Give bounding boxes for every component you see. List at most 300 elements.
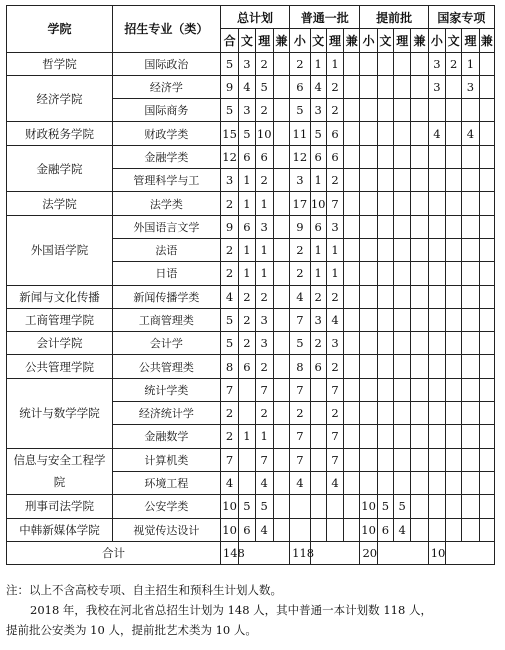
value-cell: 5 [290, 99, 310, 122]
note-line-1: 注：以上不含高校专项、自主招生和预科生计划人数。 [6, 583, 282, 597]
value-cell [377, 262, 393, 285]
table-row [7, 495, 495, 518]
value-cell [446, 355, 462, 378]
value-cell: 6 [290, 75, 310, 98]
value-cell [239, 471, 255, 494]
table-row [7, 355, 495, 378]
value-cell [446, 215, 462, 238]
value-cell [479, 308, 494, 331]
value-cell [273, 262, 289, 285]
header-sub-cell: 小 [360, 29, 377, 52]
value-cell [446, 402, 462, 425]
value-cell [344, 332, 360, 355]
value-cell [411, 425, 428, 448]
value-cell [239, 448, 255, 471]
value-cell [360, 145, 377, 168]
header-sub-cell: 合 [220, 29, 238, 52]
value-cell: 3 [220, 169, 238, 192]
value-cell: 6 [377, 518, 393, 541]
value-cell [290, 518, 310, 541]
value-cell: 4 [255, 471, 273, 494]
value-cell [411, 169, 428, 192]
header-group-total: 总计划 [220, 6, 289, 29]
value-cell [239, 378, 255, 401]
value-cell: 4 [326, 308, 343, 331]
value-cell [446, 99, 462, 122]
value-cell [344, 471, 360, 494]
total-empty-cell [310, 541, 360, 564]
value-cell [428, 448, 445, 471]
value-cell: 4 [428, 122, 445, 145]
major-cell: 公安学类 [112, 495, 220, 518]
major-cell: 视觉传达设计 [112, 518, 220, 541]
value-cell: 6 [326, 145, 343, 168]
major-cell: 会计学 [112, 332, 220, 355]
value-cell [428, 518, 445, 541]
value-cell: 10 [255, 122, 273, 145]
value-cell: 2 [239, 308, 255, 331]
value-cell [462, 378, 479, 401]
value-cell [310, 402, 326, 425]
value-cell [273, 192, 289, 215]
value-cell: 7 [255, 378, 273, 401]
value-cell [479, 169, 494, 192]
value-cell: 3 [239, 99, 255, 122]
header-sub-cell: 小 [290, 29, 310, 52]
value-cell [360, 52, 377, 75]
value-cell [377, 332, 393, 355]
header-sub-cell: 理 [394, 29, 411, 52]
major-cell: 统计学类 [112, 378, 220, 401]
value-cell [394, 99, 411, 122]
value-cell [344, 355, 360, 378]
value-cell: 10 [310, 192, 326, 215]
value-cell [273, 122, 289, 145]
value-cell [360, 215, 377, 238]
value-cell: 7 [290, 448, 310, 471]
value-cell [462, 192, 479, 215]
value-cell [360, 192, 377, 215]
value-cell [273, 169, 289, 192]
table-row [7, 332, 495, 355]
value-cell: 2 [326, 99, 343, 122]
value-cell: 4 [255, 518, 273, 541]
value-cell [411, 471, 428, 494]
value-cell: 1 [239, 238, 255, 261]
value-cell: 1 [239, 425, 255, 448]
value-cell: 4 [394, 518, 411, 541]
value-cell [428, 262, 445, 285]
value-cell: 6 [239, 215, 255, 238]
value-cell: 5 [220, 52, 238, 75]
value-cell [479, 378, 494, 401]
value-cell [479, 145, 494, 168]
value-cell: 10 [220, 495, 238, 518]
value-cell: 5 [220, 332, 238, 355]
value-cell: 5 [239, 495, 255, 518]
major-cell: 经济学 [112, 75, 220, 98]
value-cell [446, 448, 462, 471]
value-cell: 5 [255, 75, 273, 98]
value-cell: 6 [239, 355, 255, 378]
value-cell [273, 215, 289, 238]
value-cell: 7 [255, 448, 273, 471]
value-cell [360, 308, 377, 331]
value-cell [428, 169, 445, 192]
value-cell: 2 [290, 262, 310, 285]
value-cell [394, 402, 411, 425]
value-cell: 10 [360, 495, 377, 518]
value-cell [344, 122, 360, 145]
value-cell: 7 [326, 378, 343, 401]
value-cell: 4 [220, 285, 238, 308]
value-cell [394, 285, 411, 308]
table-row [7, 122, 495, 145]
value-cell: 6 [310, 145, 326, 168]
header-sub-cell: 理 [462, 29, 479, 52]
value-cell: 2 [255, 285, 273, 308]
value-cell [394, 425, 411, 448]
value-cell: 12 [290, 145, 310, 168]
value-cell: 7 [290, 308, 310, 331]
value-cell [394, 215, 411, 238]
value-cell [394, 52, 411, 75]
value-cell [394, 238, 411, 261]
value-cell [273, 355, 289, 378]
value-cell [411, 99, 428, 122]
college-cell: 经济学院 [7, 75, 113, 122]
value-cell [428, 192, 445, 215]
value-cell: 2 [239, 285, 255, 308]
header-major: 招生专业（类） [112, 6, 220, 53]
college-cell: 金融学院 [7, 145, 113, 192]
value-cell: 4 [326, 471, 343, 494]
value-cell: 2 [255, 52, 273, 75]
value-cell: 9 [220, 215, 238, 238]
value-cell: 1 [310, 262, 326, 285]
value-cell [411, 52, 428, 75]
value-cell: 1 [255, 425, 273, 448]
value-cell: 7 [326, 448, 343, 471]
value-cell: 7 [220, 378, 238, 401]
table-row [7, 448, 495, 471]
value-cell [479, 52, 494, 75]
value-cell [462, 355, 479, 378]
header-group-national: 国家专项 [428, 6, 494, 29]
value-cell: 3 [310, 308, 326, 331]
value-cell: 4 [290, 471, 310, 494]
value-cell: 4 [220, 471, 238, 494]
major-cell: 工商管理类 [112, 308, 220, 331]
value-cell [446, 471, 462, 494]
value-cell: 3 [310, 99, 326, 122]
value-cell [411, 378, 428, 401]
value-cell [344, 238, 360, 261]
total-value-cell: 148 [220, 541, 238, 564]
value-cell [411, 402, 428, 425]
table-row [7, 192, 495, 215]
value-cell [411, 215, 428, 238]
value-cell: 1 [239, 169, 255, 192]
value-cell: 2 [290, 52, 310, 75]
value-cell [377, 308, 393, 331]
value-cell [411, 495, 428, 518]
value-cell [344, 145, 360, 168]
value-cell: 5 [255, 495, 273, 518]
value-cell [273, 145, 289, 168]
value-cell: 5 [394, 495, 411, 518]
header-sub-cell: 小 [428, 29, 445, 52]
value-cell: 1 [326, 238, 343, 261]
value-cell [462, 448, 479, 471]
value-cell [273, 402, 289, 425]
college-cell: 法学院 [7, 192, 113, 215]
value-cell: 6 [239, 518, 255, 541]
value-cell [479, 425, 494, 448]
value-cell: 5 [310, 122, 326, 145]
value-cell [394, 169, 411, 192]
value-cell [428, 495, 445, 518]
value-cell [377, 448, 393, 471]
college-cell: 信息与安全工程学院 [7, 448, 113, 495]
note-line-2: 2018 年，我校在河北省总招生计划为 148 人，其中普通一本计划数 118 人， [30, 603, 432, 617]
value-cell: 1 [310, 52, 326, 75]
major-cell: 管理科学与工 [112, 169, 220, 192]
value-cell: 8 [290, 355, 310, 378]
value-cell [411, 238, 428, 261]
value-cell: 2 [255, 99, 273, 122]
value-cell [377, 471, 393, 494]
value-cell: 5 [290, 332, 310, 355]
admission-plan-table [6, 5, 495, 565]
value-cell [377, 52, 393, 75]
value-cell [479, 192, 494, 215]
value-cell [360, 355, 377, 378]
value-cell: 4 [239, 75, 255, 98]
value-cell [344, 75, 360, 98]
major-cell: 国际商务 [112, 99, 220, 122]
college-cell: 统计与数学学院 [7, 378, 113, 448]
value-cell: 9 [290, 215, 310, 238]
value-cell: 8 [220, 355, 238, 378]
value-cell [273, 518, 289, 541]
value-cell [411, 355, 428, 378]
value-cell [344, 215, 360, 238]
value-cell [344, 285, 360, 308]
value-cell: 6 [310, 215, 326, 238]
value-cell [344, 518, 360, 541]
value-cell: 2 [326, 285, 343, 308]
value-cell [273, 471, 289, 494]
value-cell [411, 192, 428, 215]
value-cell: 1 [255, 238, 273, 261]
value-cell [344, 425, 360, 448]
value-cell [377, 355, 393, 378]
value-cell [428, 215, 445, 238]
value-cell [479, 332, 494, 355]
value-cell [394, 145, 411, 168]
value-cell: 2 [255, 402, 273, 425]
college-cell: 新闻与文化传播 [7, 285, 113, 308]
value-cell [394, 75, 411, 98]
value-cell [446, 122, 462, 145]
value-cell: 2 [326, 75, 343, 98]
value-cell [446, 332, 462, 355]
value-cell: 1 [310, 169, 326, 192]
value-cell [446, 495, 462, 518]
value-cell [428, 308, 445, 331]
value-cell [273, 448, 289, 471]
value-cell [290, 495, 310, 518]
value-cell [428, 285, 445, 308]
college-cell: 公共管理学院 [7, 355, 113, 378]
college-cell: 财政税务学院 [7, 122, 113, 145]
value-cell [326, 518, 343, 541]
major-cell: 金融数学 [112, 425, 220, 448]
value-cell [462, 262, 479, 285]
value-cell [273, 332, 289, 355]
value-cell [360, 75, 377, 98]
value-cell [360, 262, 377, 285]
value-cell: 17 [290, 192, 310, 215]
value-cell [411, 448, 428, 471]
value-cell [310, 378, 326, 401]
value-cell: 3 [239, 52, 255, 75]
total-empty-cell [239, 541, 290, 564]
value-cell [273, 378, 289, 401]
header-sub-cell: 兼 [479, 29, 494, 52]
value-cell [479, 238, 494, 261]
header-sub-cell: 兼 [411, 29, 428, 52]
value-cell [428, 425, 445, 448]
value-cell [479, 215, 494, 238]
header-sub-cell: 文 [377, 29, 393, 52]
value-cell [446, 262, 462, 285]
value-cell [394, 122, 411, 145]
value-cell [360, 99, 377, 122]
table-row [7, 75, 495, 98]
major-cell: 环境工程 [112, 471, 220, 494]
value-cell: 3 [290, 169, 310, 192]
value-cell [411, 75, 428, 98]
value-cell: 6 [326, 122, 343, 145]
value-cell [479, 402, 494, 425]
value-cell: 3 [255, 332, 273, 355]
value-cell [462, 145, 479, 168]
value-cell [273, 238, 289, 261]
value-cell [428, 99, 445, 122]
value-cell [377, 75, 393, 98]
value-cell [428, 402, 445, 425]
total-value-cell: 118 [290, 541, 310, 564]
value-cell: 7 [290, 425, 310, 448]
value-cell: 5 [220, 99, 238, 122]
value-cell [446, 378, 462, 401]
value-cell [411, 332, 428, 355]
major-cell: 公共管理类 [112, 355, 220, 378]
value-cell [462, 518, 479, 541]
major-cell: 外国语言文学 [112, 215, 220, 238]
value-cell: 3 [428, 75, 445, 98]
header-sub-cell: 文 [446, 29, 462, 52]
total-empty-cell [377, 541, 428, 564]
value-cell [310, 425, 326, 448]
value-cell [479, 495, 494, 518]
value-cell: 7 [326, 425, 343, 448]
value-cell [377, 215, 393, 238]
value-cell [462, 471, 479, 494]
value-cell [479, 471, 494, 494]
major-cell: 金融学类 [112, 145, 220, 168]
value-cell: 2 [310, 285, 326, 308]
value-cell [411, 262, 428, 285]
value-cell: 2 [239, 332, 255, 355]
value-cell: 3 [326, 332, 343, 355]
value-cell: 1 [239, 192, 255, 215]
major-cell: 法学类 [112, 192, 220, 215]
value-cell: 1 [239, 262, 255, 285]
college-cell: 刑事司法学院 [7, 495, 113, 518]
value-cell [428, 355, 445, 378]
value-cell: 3 [255, 308, 273, 331]
value-cell: 1 [462, 52, 479, 75]
value-cell: 5 [377, 495, 393, 518]
value-cell [344, 308, 360, 331]
value-cell [273, 285, 289, 308]
value-cell [377, 145, 393, 168]
value-cell [360, 471, 377, 494]
value-cell [462, 215, 479, 238]
value-cell [377, 238, 393, 261]
value-cell [428, 332, 445, 355]
value-cell: 2 [446, 52, 462, 75]
value-cell: 12 [220, 145, 238, 168]
college-cell: 哲学院 [7, 52, 113, 75]
value-cell [273, 99, 289, 122]
table-row [7, 285, 495, 308]
value-cell [344, 192, 360, 215]
header-sub-cell: 理 [255, 29, 273, 52]
value-cell: 15 [220, 122, 238, 145]
value-cell [446, 425, 462, 448]
value-cell: 2 [220, 192, 238, 215]
college-cell: 外国语学院 [7, 215, 113, 285]
major-cell: 计算机类 [112, 448, 220, 471]
value-cell [479, 518, 494, 541]
table-body [7, 6, 495, 565]
value-cell [462, 238, 479, 261]
value-cell: 2 [220, 402, 238, 425]
value-cell: 2 [290, 402, 310, 425]
header-sub-cell: 文 [310, 29, 326, 52]
value-cell [462, 169, 479, 192]
value-cell: 10 [220, 518, 238, 541]
value-cell [239, 402, 255, 425]
total-empty-cell [446, 541, 495, 564]
value-cell [479, 99, 494, 122]
value-cell [377, 425, 393, 448]
value-cell: 3 [255, 215, 273, 238]
value-cell: 2 [326, 169, 343, 192]
value-cell: 2 [326, 402, 343, 425]
value-cell [344, 262, 360, 285]
value-cell [446, 518, 462, 541]
value-cell [446, 75, 462, 98]
value-cell: 5 [239, 122, 255, 145]
value-cell: 2 [220, 238, 238, 261]
value-cell: 10 [360, 518, 377, 541]
value-cell [344, 495, 360, 518]
